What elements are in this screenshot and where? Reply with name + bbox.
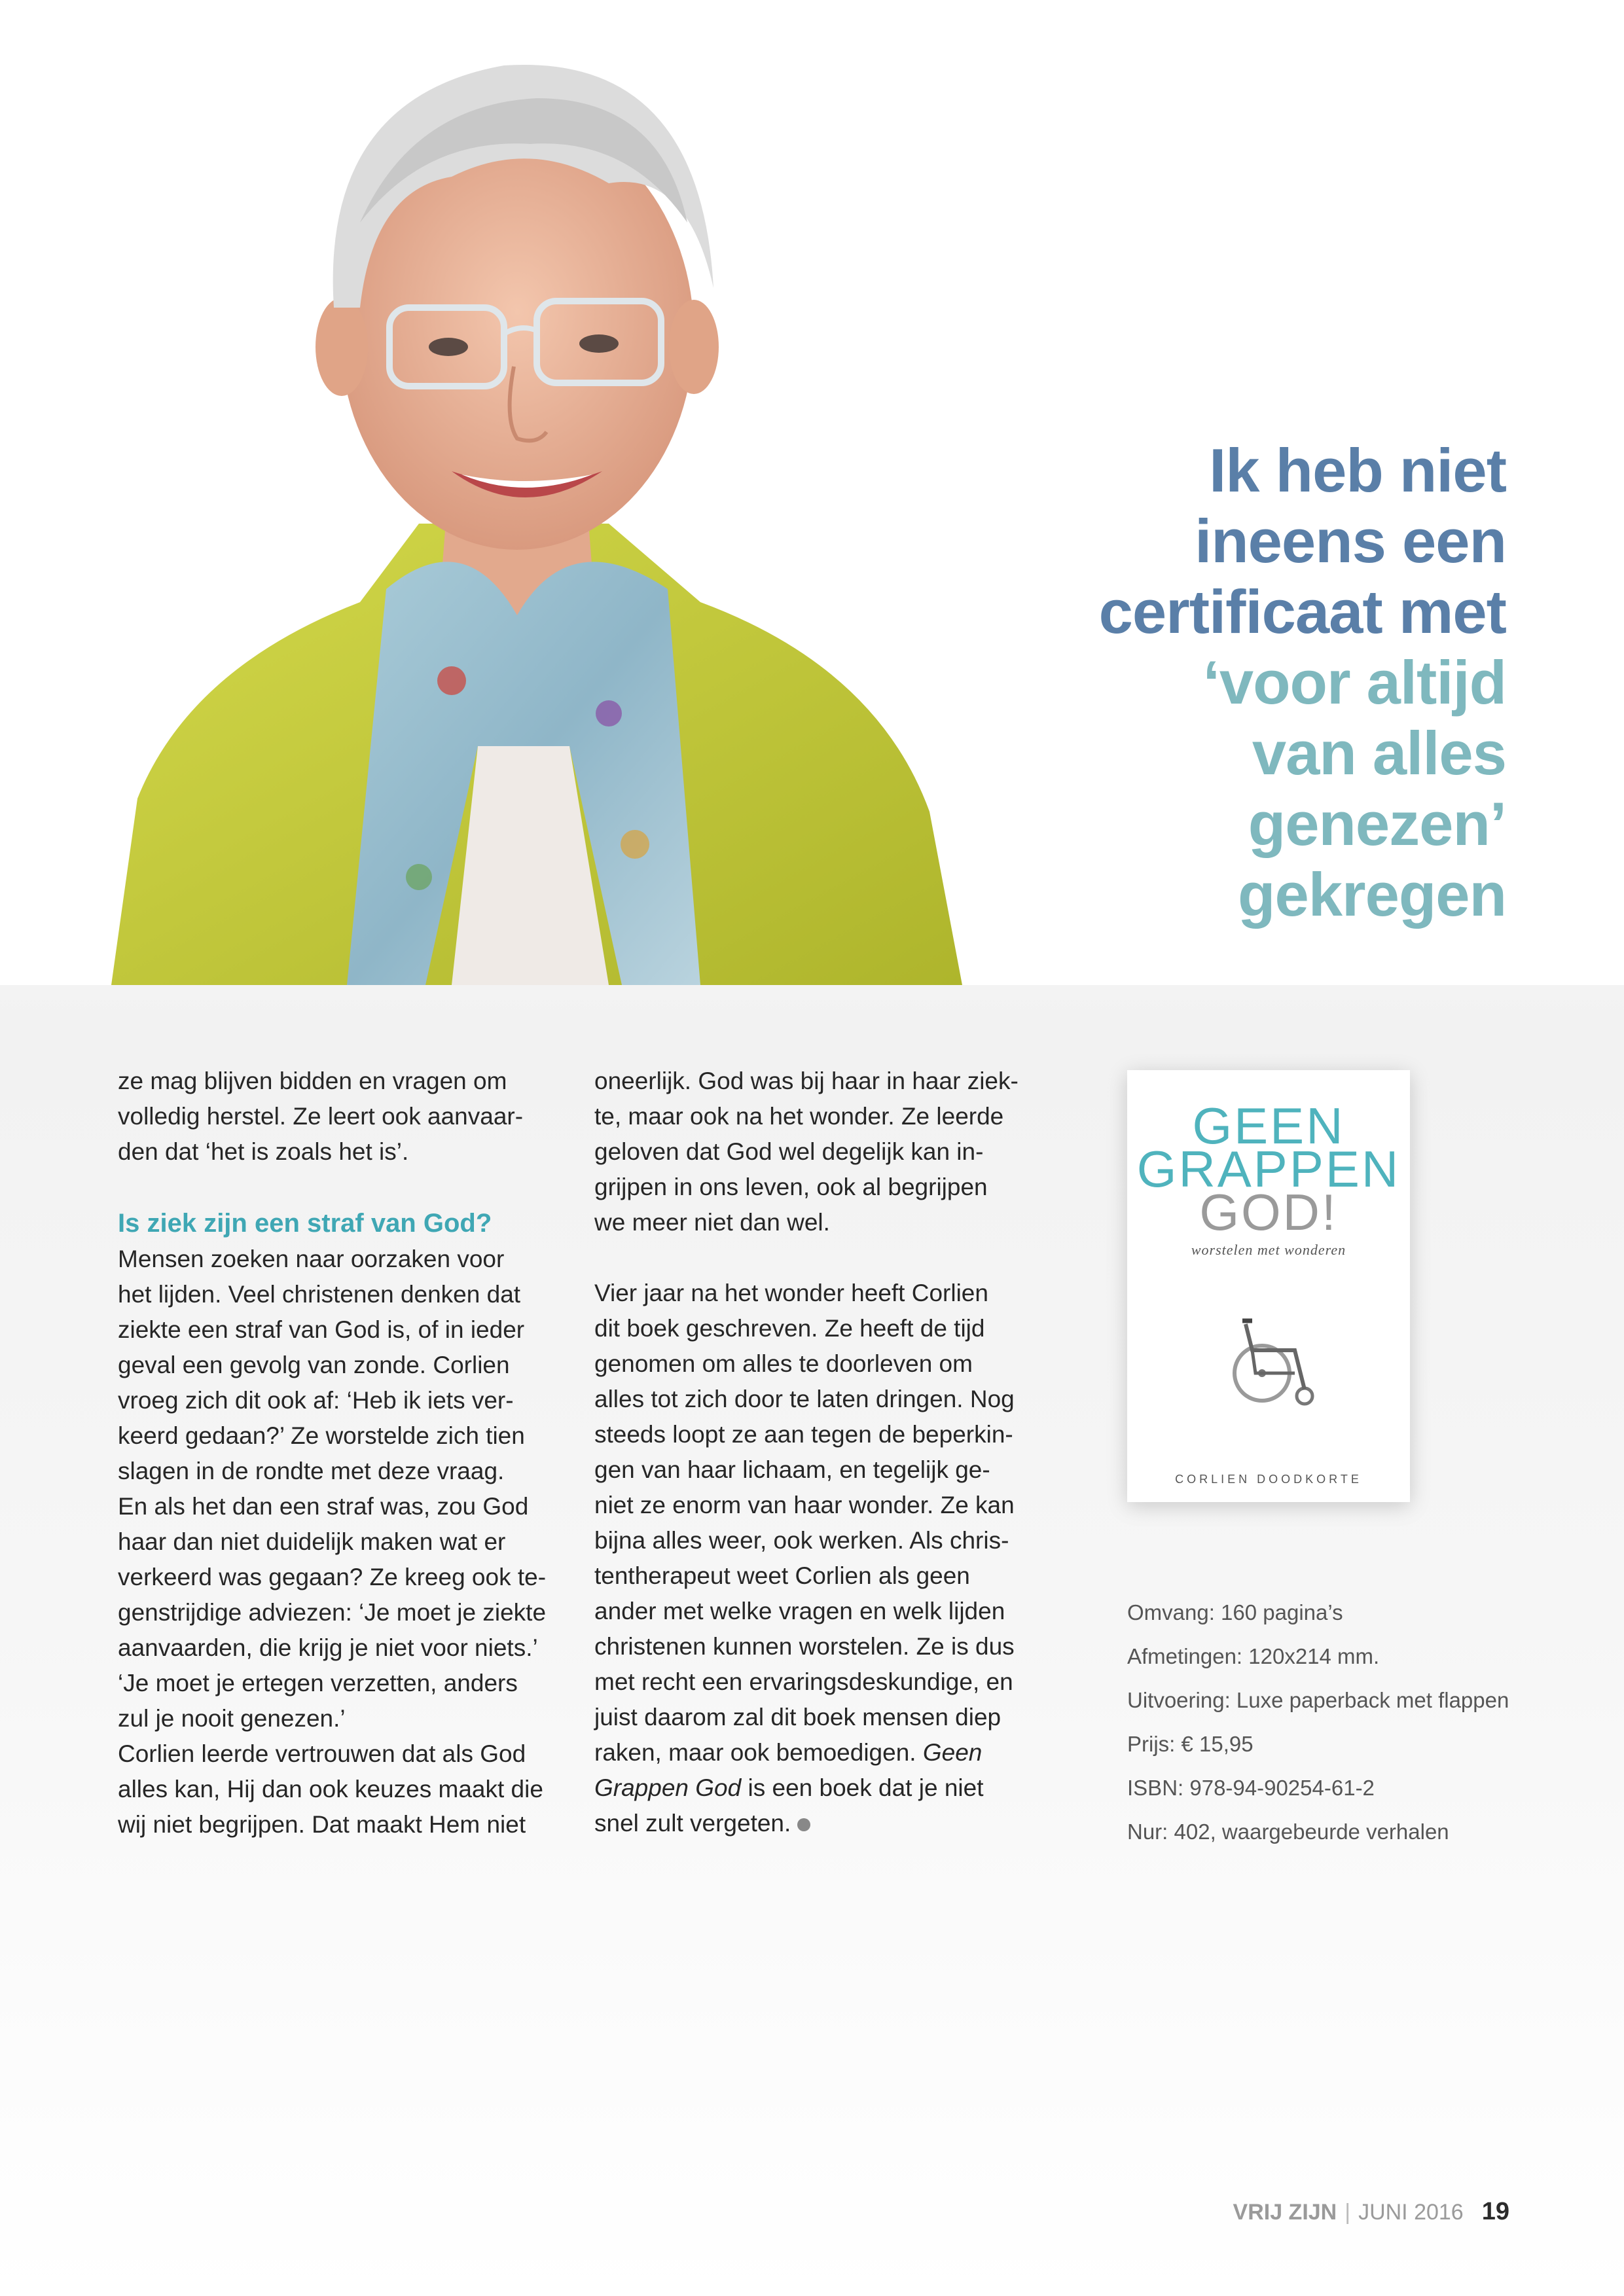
pull-quote-line: ‘voor altijd (1202, 648, 1506, 717)
wheelchair-icon (1216, 1311, 1321, 1409)
spec-line: ISBN: 978-94-90254-61-2 (1127, 1776, 1375, 1800)
text-line: aanvaarden, die krijg je niet voor niets.’ (118, 1634, 538, 1661)
text-line: ze mag blijven bidden en vragen om (118, 1067, 507, 1094)
text-line: snel zult vergeten. (594, 1810, 791, 1837)
pull-quote-line: genezen’ (1248, 789, 1506, 858)
text-line: alles kan, Hij dan ook keuzes maakt die (118, 1776, 543, 1803)
paragraph (118, 1242, 550, 1842)
woman-portrait-illustration (111, 26, 1028, 985)
text-line: Vier jaar na het wonder heeft Corlien (594, 1280, 988, 1306)
pull-quote-line: certificaat met (1098, 577, 1506, 646)
text-line: dit boek geschreven. Ze heeft de tijd (594, 1315, 985, 1342)
article-column-middle (594, 1064, 1026, 1841)
pull-quote-line: van alles (1252, 719, 1506, 787)
book-title-line: GOD! (1199, 1183, 1338, 1241)
text-line: slagen in de rondte met deze vraag. (118, 1458, 505, 1484)
text-line: Corlien leerde vertrouwen dat als God (118, 1740, 526, 1767)
footer-separator: | (1344, 2200, 1351, 2225)
text-line: genstrijdige adviezen: ‘Je moet je ziekte (118, 1599, 547, 1626)
issue-date: JUNI 2016 (1358, 2200, 1464, 2225)
magazine-name: VRIJ ZIJN (1233, 2200, 1337, 2225)
text-line: te, maar ook na het wonder. Ze leerde (594, 1103, 1004, 1130)
article-column-left (118, 1064, 550, 1842)
pull-quote-line: Ik heb niet (1209, 436, 1506, 505)
text-line: oneerlijk. God was bij haar in haar ziek- (594, 1067, 1019, 1094)
text-line: Mensen zoeken naar oorzaken voor (118, 1246, 505, 1272)
text-line: tentherapeut weet Corlien als geen (594, 1562, 970, 1589)
spec-line: Uitvoering: Luxe paperback met flappen (1127, 1688, 1509, 1712)
text-line: En als het dan een straf was, zou God (118, 1493, 529, 1520)
page-number: 19 (1481, 2198, 1509, 2225)
book-title-line: GEEN (1192, 1097, 1345, 1155)
text-line: haar dan niet duidelijk maken wat er (118, 1528, 506, 1555)
text-line: ‘Je moet je ertegen verzetten, anders (118, 1670, 518, 1696)
text-line: ziekte een straf van God is, of in ieder (118, 1316, 525, 1343)
spec-line: Prijs: € 15,95 (1127, 1732, 1254, 1756)
pull-quote-line: gekregen (1238, 860, 1506, 929)
text-line: het lijden. Veel christenen denken dat (118, 1281, 521, 1308)
spec-line: Afmetingen: 120x214 mm. (1127, 1644, 1380, 1668)
text-line: steeds loopt ze aan tegen de beperkin- (594, 1421, 1013, 1448)
text-line: met recht een ervaringsdeskundige, en (594, 1668, 1013, 1695)
book-cover (1127, 1070, 1410, 1502)
text-line: alles tot zich door te laten dringen. Nog (594, 1386, 1015, 1412)
book-title-italic: Grappen God (594, 1774, 742, 1801)
pull-quote (917, 435, 1506, 930)
text-line: ander met welke vragen en welk lijden (594, 1598, 1005, 1624)
book-specifications (1127, 1590, 1533, 1854)
paragraph (118, 1064, 550, 1170)
book-author: CORLIEN DOODKORTE (1175, 1473, 1362, 1486)
text-line: we meer niet dan wel. (594, 1209, 830, 1236)
text-line: grijpen in ons leven, ook al begrijpen (594, 1174, 988, 1200)
text-line: volledig herstel. Ze leert ook aanvaar- (118, 1103, 524, 1130)
paragraph (594, 1276, 1026, 1841)
section-heading: Is ziek zijn een straf van God? (118, 1209, 492, 1238)
text-line: is een boek dat je niet (741, 1774, 984, 1801)
text-line: christenen kunnen worstelen. Ze is dus (594, 1633, 1015, 1660)
text-line: juist daarom zal dit boek mensen diep (594, 1704, 1001, 1731)
book-title-italic: Geen (922, 1739, 983, 1766)
book-subtitle: worstelen met wonderen (1191, 1242, 1346, 1258)
text-line: den dat ‘het is zoals het is’. (118, 1138, 409, 1165)
pull-quote-line: ineens een (1195, 507, 1506, 575)
book-title-line: GRAPPEN (1136, 1140, 1401, 1198)
text-line: zul je nooit genezen.’ (118, 1705, 346, 1732)
spec-line: Omvang: 160 pagina’s (1127, 1600, 1343, 1624)
portrait-photo (111, 26, 1028, 985)
page-footer (1233, 2198, 1509, 2226)
text-line: vroeg zich dit ook af: ‘Heb ik iets ver- (118, 1387, 514, 1414)
text-line: niet ze enorm van haar wonder. Ze kan (594, 1492, 1015, 1518)
end-of-article-dot-icon (797, 1818, 810, 1831)
paragraph (594, 1064, 1026, 1240)
text-line: geval een gevolg van zonde. Corlien (118, 1352, 510, 1378)
text-line: genomen om alles te doorleven om (594, 1350, 973, 1377)
text-line: wij niet begrijpen. Dat maakt Hem niet (118, 1811, 526, 1838)
text-line: geloven dat God wel degelijk kan in- (594, 1138, 984, 1165)
text-line: verkeerd was gegaan? Ze kreeg ook te- (118, 1564, 547, 1590)
text-line: gen van haar lichaam, en tegelijk ge- (594, 1456, 990, 1483)
text-line: keerd gedaan?’ Ze worstelde zich tien (118, 1422, 525, 1449)
text-line: raken, maar ook bemoedigen. (594, 1739, 916, 1766)
text-line: bijna alles weer, ook werken. Als chris- (594, 1527, 1009, 1554)
spec-line: Nur: 402, waargebeurde verhalen (1127, 1820, 1449, 1844)
